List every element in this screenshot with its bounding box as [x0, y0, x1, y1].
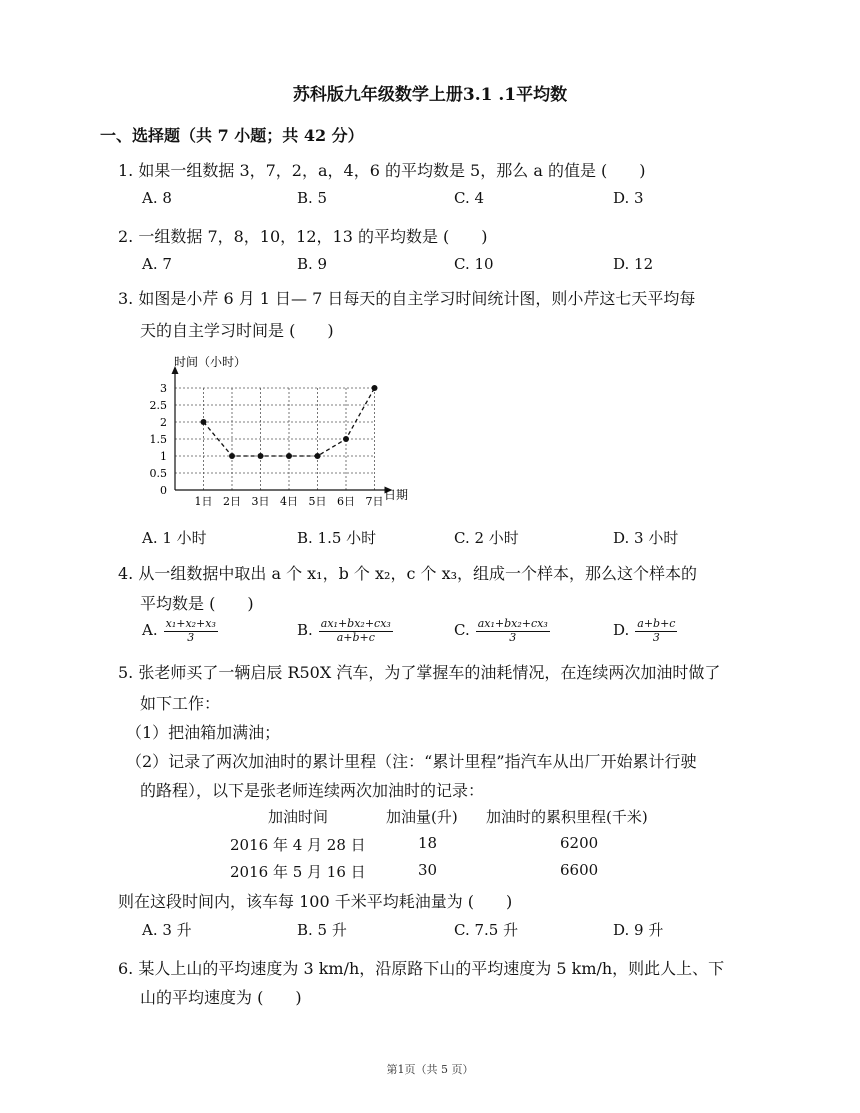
chart-y-axis-label: 时间（小时） [174, 355, 247, 369]
chart-data-point [315, 453, 321, 459]
q3-option-d: D. 3 小时 [613, 529, 679, 547]
question-5-line-1: 5. 张老师买了一辆启辰 R50X 汽车，为了掌握车的油耗情况，在连续两次加油时做了 [118, 663, 721, 682]
table-row-2-fuel: 30 [418, 861, 438, 879]
question-1: 1. 如果一组数据 3，7，2，a，4，6 的平均数是 5，那么 a 的值是 ( ) [118, 161, 646, 180]
question-5-item-2a: （2）记录了两次加油时的累计里程（注：“累计里程”指汽车从出厂开始累计行驶 [126, 752, 697, 771]
chart-data-point [343, 436, 349, 442]
table-header-date: 加油时间 [268, 808, 329, 826]
q1-option-b: B. 5 [297, 189, 328, 207]
q2-option-b: B. 9 [297, 255, 328, 273]
q4-option-c: C. $\frac{\text{ax₁+bx₂+cx₃}}{3}$ [454, 617, 548, 644]
question-3-line-1: 3. 如图是小芹 6 月 1 日— 7 日每天的自主学习时间统计图，则小芹这七天平均每 [118, 289, 696, 308]
chart-y-tick-label: 2 [160, 416, 167, 429]
q2-option-a: A. 7 [142, 255, 172, 273]
q2-option-d: D. 12 [613, 255, 654, 273]
question-5-item-1: （1）把油箱加满油； [126, 723, 281, 742]
chart-x-tick-label: 7日 [365, 495, 384, 508]
table-row-1-mileage: 6200 [560, 834, 599, 852]
q4-option-b: B. $\frac{\text{ax₁+bx₂+cx₃}}{a+b+c}$ [297, 617, 391, 644]
chart-data-point [286, 453, 292, 459]
chart-data-point [372, 385, 378, 391]
q1-option-d: D. 3 [613, 189, 644, 207]
section-heading: 一、选择题（共 7 小题；共 42 分） [100, 126, 364, 145]
q5-option-d: D. 9 升 [613, 921, 664, 939]
chart-y-tick-label: 3 [160, 382, 167, 395]
question-5-item-2b: 的路程），以下是张老师连续两次加油时的记录： [140, 781, 485, 800]
q5-option-c: C. 7.5 升 [454, 921, 519, 939]
q1-option-a: A. 8 [142, 189, 172, 207]
chart-y-tick-label: 0.5 [149, 467, 167, 480]
chart-data-point [258, 453, 264, 459]
q4-option-d: D. $\frac{a+b+c}{3}$ [613, 617, 676, 644]
chart-x-tick-label: 6日 [337, 495, 355, 508]
study-time-chart [140, 348, 430, 508]
chart-x-tick-label: 2日 [223, 495, 241, 508]
chart-tick-labels [150, 382, 384, 508]
question-3-line-2: 天的自主学习时间是 ( ) [140, 321, 334, 340]
table-row-1-fuel: 18 [418, 834, 438, 852]
chart-y-tick-label: 1.5 [149, 433, 167, 446]
table-row-1-date: 2016 年 4 月 28 日 [230, 836, 366, 854]
chart-x-tick-label: 5日 [308, 495, 327, 508]
q1-option-c: C. 4 [454, 189, 485, 207]
q5-option-b: B. 5 升 [297, 921, 347, 939]
question-4-line-2: 平均数是 ( ) [140, 594, 254, 613]
q4-option-a: A. $\frac{\text{x₁+x₂+x₃}}{3}$ [142, 617, 216, 644]
q3-option-a: A. 1 小时 [142, 529, 207, 547]
chart-y-tick-label: 0 [160, 484, 167, 497]
chart-y-tick-label: 2.5 [149, 399, 167, 412]
question-6-line-2: 山的平均速度为 ( ) [140, 988, 302, 1007]
question-5-prompt: 则在这段时间内，该车每 100 千米平均耗油量为 ( ) [118, 892, 513, 911]
question-4-line-1: 4. 从一组数据中取出 a 个 x₁，b 个 x₂，c 个 x₃，组成一个样本，那么这个样本的 [118, 564, 698, 583]
q3-option-c: C. 2 小时 [454, 529, 519, 547]
question-5-line-2: 如下工作： [140, 694, 221, 713]
q5-option-a: A. 3 升 [142, 921, 192, 939]
chart-x-tick-label: 1日 [194, 495, 213, 508]
question-2: 2. 一组数据 7，8，10，12，13 的平均数是 ( ) [118, 227, 488, 246]
q3-option-b: B. 1.5 小时 [297, 529, 377, 547]
page-title: 苏科版九年级数学上册3.1 .1平均数 [292, 85, 568, 105]
chart-x-tick-label: 3日 [251, 495, 270, 508]
chart-x-axis-label: 日期 [384, 488, 409, 502]
table-row-2-date: 2016 年 5 月 16 日 [230, 863, 366, 881]
table-header-mileage: 加油时的累积里程(千米) [486, 808, 648, 826]
q2-option-c: C. 10 [454, 255, 494, 273]
table-header-fuel: 加油量(升) [386, 808, 458, 826]
chart-data-point [201, 419, 207, 425]
chart-x-tick-label: 4日 [280, 495, 298, 508]
chart-data-point [229, 453, 235, 459]
table-row-2-mileage: 6600 [560, 861, 599, 879]
page-footer: 第1页（共 5 页） [386, 1063, 474, 1076]
chart-axes [172, 366, 393, 494]
question-6-line-1: 6. 某人上山的平均速度为 3 km/h，沿原路下山的平均速度为 5 km/h，则此人上、下 [118, 959, 725, 978]
chart-y-tick-label: 1 [160, 450, 167, 463]
